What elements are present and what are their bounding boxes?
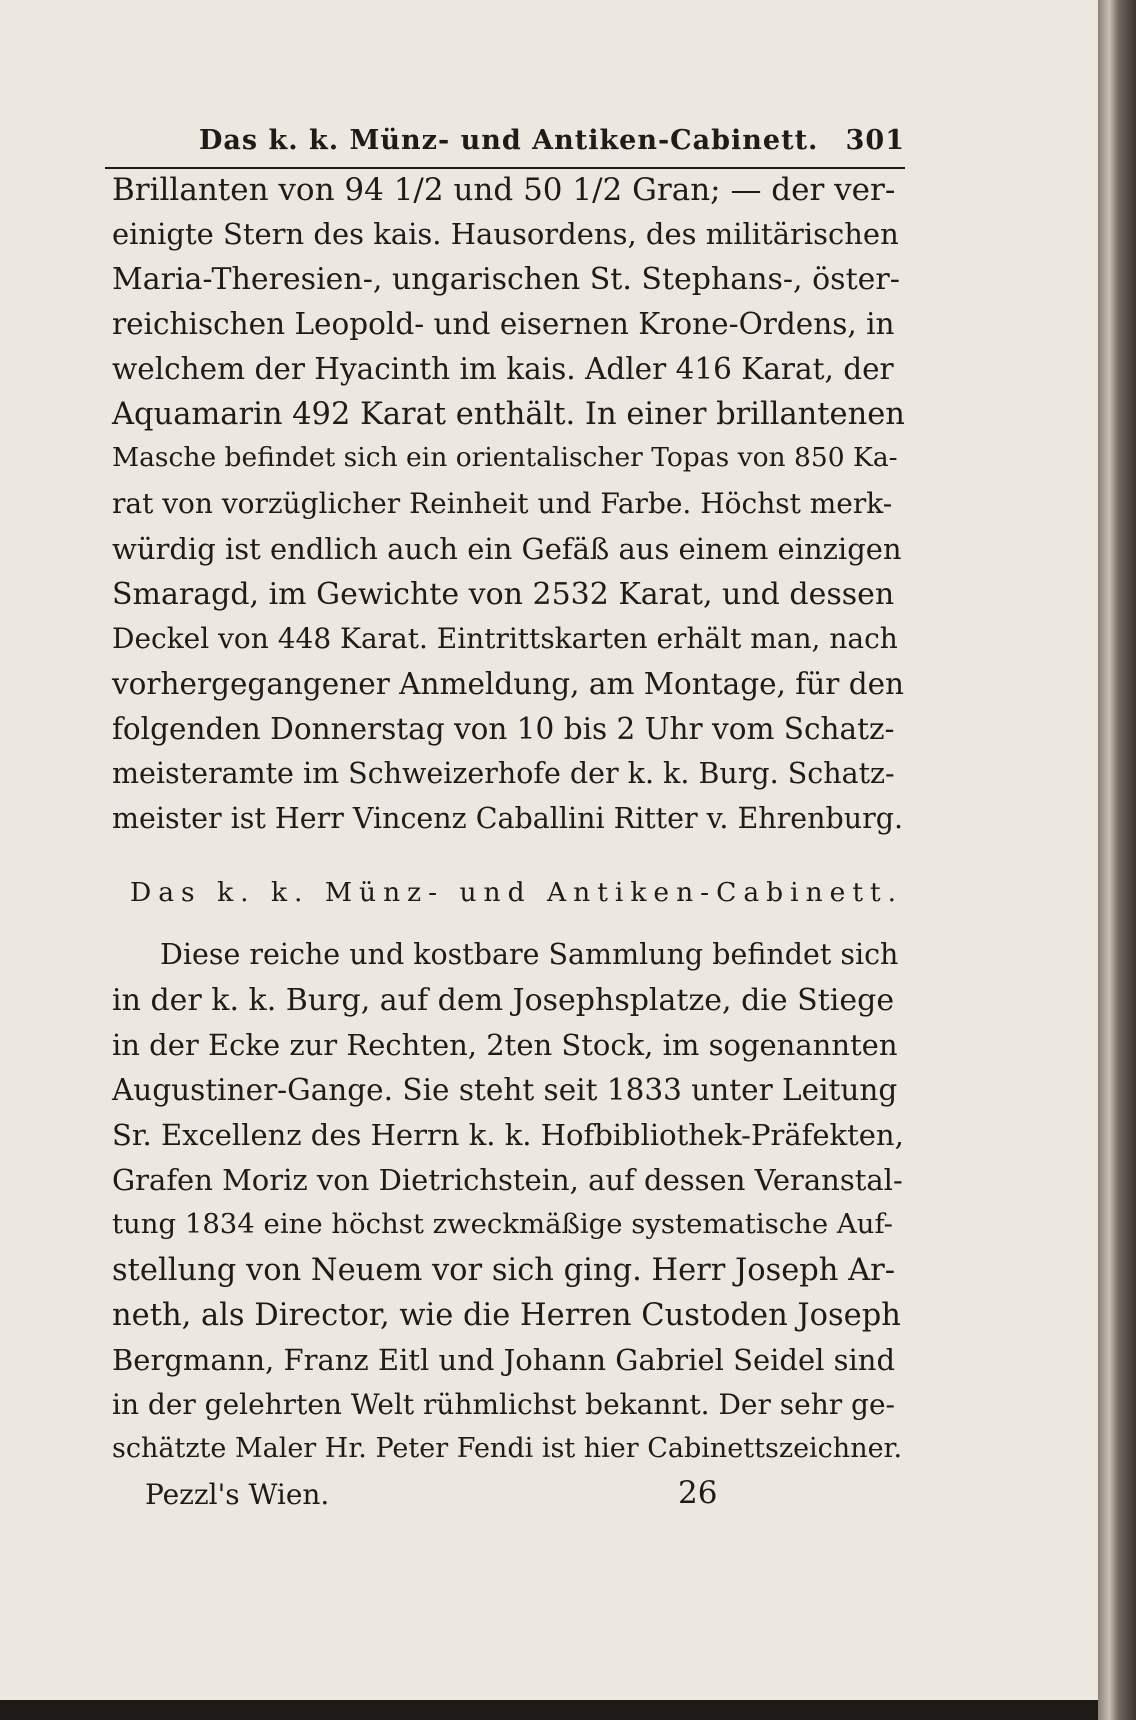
- text-line: Aquamarin 492 Karat enthält. In einer brillantenen: [112, 397, 905, 432]
- text-line: tung 1834 eine höchst zweckmäßige systematische Auf-: [112, 1208, 893, 1240]
- text-line: Sr. Excellenz des Herrn k. k. Hofbibliothek-Präfekten,: [112, 1118, 904, 1152]
- text-line: schätzte Maler Hr. Peter Fendi ist hier Cabinettszeichner.: [112, 1433, 903, 1464]
- text-line: meisteramte im Schweizerhofe der k. k. Burg. Schatz-: [112, 757, 895, 790]
- section-title: Das k. k. Münz- und Antiken-Cabinett.: [130, 877, 904, 908]
- text-line: Masche befindet sich ein orientalischer Topas von 850 Ka-: [112, 442, 898, 473]
- text-line: Brillanten von 94 1/2 und 50 1/2 Gran; — der ver-: [112, 172, 896, 208]
- text-line: Augustiner-Gange. Sie steht seit 1833 unter Leitung: [112, 1073, 898, 1107]
- text-line: neth, als Director, wie die Herren Custoden Joseph: [112, 1298, 901, 1333]
- page-edge: [1098, 0, 1136, 1720]
- text-line: Diese reiche und kostbare Sammlung befindet sich: [160, 938, 899, 971]
- page-number: 301: [845, 125, 905, 156]
- text-line: reichischen Leopold- und eisernen Krone-Ordens, in: [112, 307, 895, 341]
- text-line: würdig ist endlich auch ein Gefäß aus einem einzigen: [112, 532, 902, 566]
- text-line: einigte Stern des kais. Hausordens, des militärischen: [112, 217, 899, 251]
- footer-signature-number: 26: [678, 1475, 718, 1511]
- text-line: Deckel von 448 Karat. Eintrittskarten erhält man, nach: [112, 622, 898, 655]
- text-line: in der gelehrten Welt rühmlichst bekannt. Der sehr ge-: [112, 1388, 895, 1421]
- text-line: folgenden Donnerstag von 10 bis 2 Uhr vom Schatz-: [112, 712, 895, 746]
- page-header: [105, 125, 905, 169]
- text-line: vorhergegangener Anmeldung, am Montage, für den: [112, 667, 905, 701]
- running-head: Das k. k. Münz- und Antiken-Cabinett.: [199, 125, 819, 156]
- bottom-shadow: [0, 1700, 1098, 1720]
- text-line: in der k. k. Burg, auf dem Josephsplatze, die Stiege: [112, 983, 895, 1018]
- text-line: welchem der Hyacinth im kais. Adler 416 Karat, der: [112, 352, 894, 386]
- text-line: Maria-Theresien-, ungarischen St. Stephans-, öster-: [112, 262, 900, 297]
- text-line: Bergmann, Franz Eitl und Johann Gabriel Seidel sind: [112, 1343, 896, 1377]
- text-line: Smaragd, im Gewichte von 2532 Karat, und dessen: [112, 577, 895, 612]
- footer-signature: Pezzl's Wien.: [145, 1478, 330, 1511]
- text-line: Grafen Moriz von Dietrichstein, auf dessen Veranstal-: [112, 1163, 903, 1197]
- text-line: in der Ecke zur Rechten, 2ten Stock, im sogenannten: [112, 1028, 898, 1062]
- text-line: rat von vorzüglicher Reinheit und Farbe. Höchst merk-: [112, 487, 893, 520]
- text-line: stellung von Neuem vor sich ging. Herr Joseph Ar-: [112, 1253, 896, 1288]
- text-line: meister ist Herr Vincenz Caballini Ritter v. Ehrenburg.: [112, 802, 904, 835]
